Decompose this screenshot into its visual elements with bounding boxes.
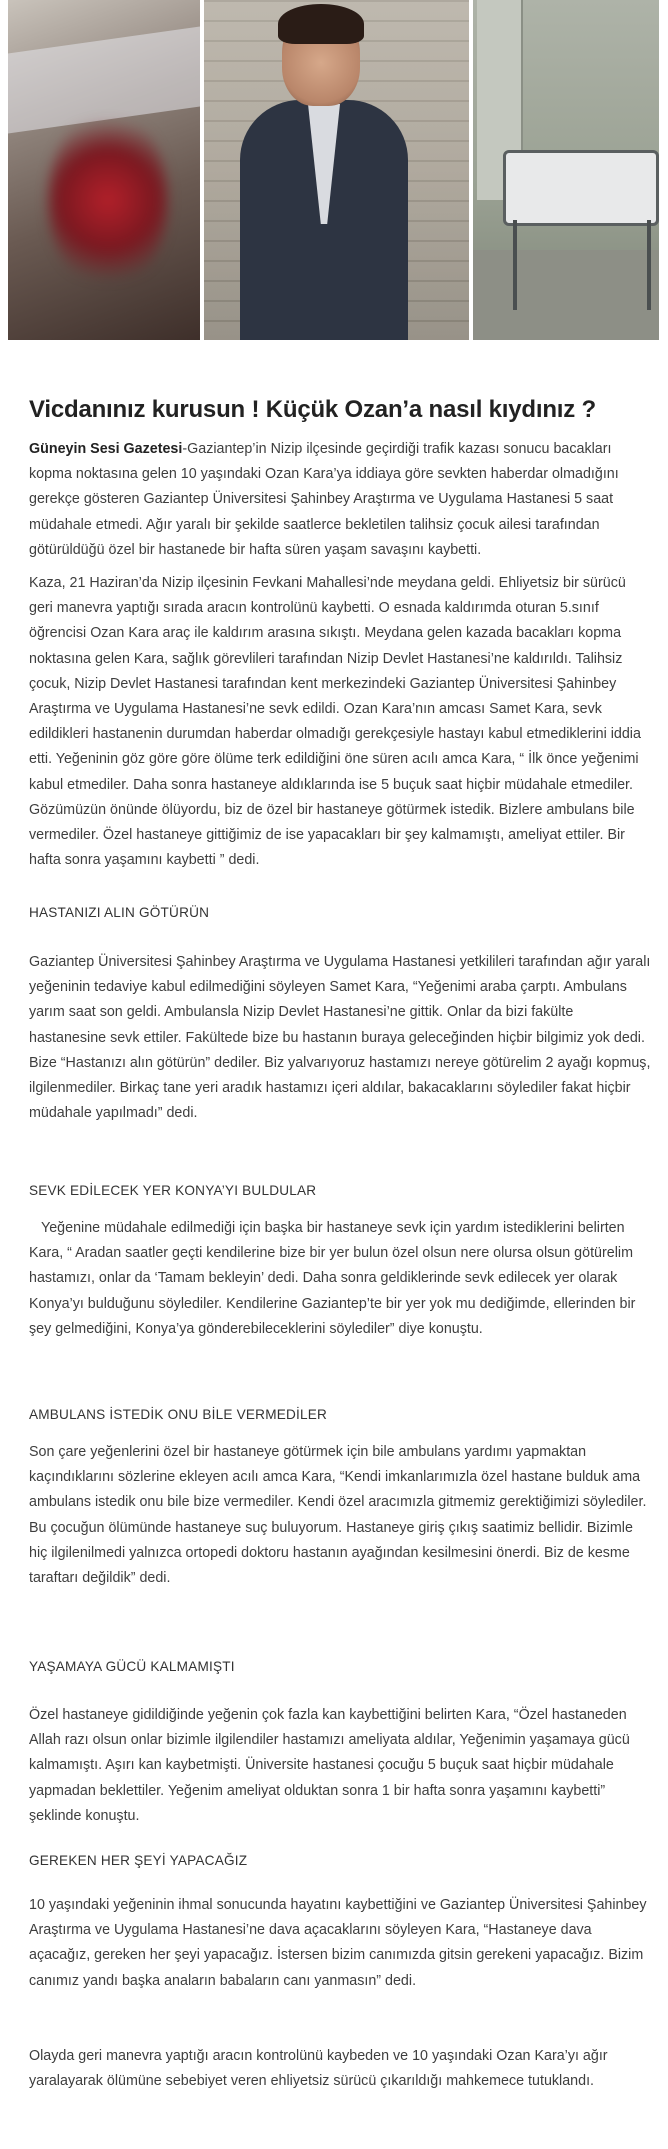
section-heading-4: YAŞAMAYA GÜCÜ KALMAMIŞTI <box>29 1659 235 1674</box>
boy-portrait-photo <box>204 0 469 340</box>
section-heading-1: HASTANIZI ALIN GÖTÜRÜN <box>29 905 210 920</box>
paragraph-3: Gaziantep Üniversitesi Şahinbey Araştırma ve Uygulama Hastanesi yetkilileri tarafından ağır yaralı yeğeninin tedaviye kabul edilmediğini söyleyen Samet Kara, “Yeğenimi araba çarptı. Ambulans yarım saat son geldi. Ambulansla Nizip Devlet Hastanesi’ne gittik. Onlar da bizi fakülte hastanesine sevk ettiler. Fakültede bize bu hastanın buraya geleceğinden hiçbir bilgimiz yok dedi. Bize “Hastanızı alın götürün” dediler. Biz yalvarıyoruz hastamızı nereye götürelim 2 ayağı kopmuş, ilgilenmediler. Birkaç tane yeri aradık hastamızı içeri aldılar, bakacaklarını söylediler fakat hiçbir müdahale yapılmadı” dedi. <box>29 954 651 1122</box>
source-name: Güneyin Sesi Gazetesi <box>29 441 183 457</box>
bed-legs-shape <box>513 220 651 310</box>
hospital-bed-photo <box>473 0 659 340</box>
section-heading-5: GEREKEN HER ŞEYİ YAPACAĞIZ <box>29 1853 248 1868</box>
injured-child-photo <box>8 0 200 340</box>
photo-collage <box>8 0 659 340</box>
paragraph-8: Olayda geri manevra yaptığı aracın kontrolünü kaybeden ve 10 yaşındaki Ozan Kara’yı ağır yaralayarak ölümüne sebebiyet veren ehliyetsiz sürücü çıkarıldığı mahkemece tutuklandı. <box>29 2048 608 2090</box>
blurred-area <box>48 110 168 290</box>
lead-paragraph <box>29 437 651 563</box>
paragraph-7: 10 yaşındaki yeğeninin ihmal sonucunda hayatını kaybettiğini ve Gaziantep Üniversitesi Şahinbey Araştırma ve Uygulama Hastanesi’ne dava açacaklarını söyleyen Kara, “Hastaneye dava açacağız, gereken her şeyi yapacağız. İstersen bizim canımızda gitsin gerekeni yapacağız. Bizim canımız yandı başka anaların babaların canı yanmasın” dedi. <box>29 1897 647 1989</box>
lead-text: -Gaziantep’in Nizip ilçesinde geçirdiği trafik kazası sonucu bacakları kopma noktasına gelen 10 yaşındaki Ozan Kara’ya iddiaya göre sevkten haberdar olmadığını gerekçe gösteren Gaziantep Üniversitesi Şahinbey Araştırma ve Uygulama Hastanesi 5 saat müdahale etmedi. Ağır yaralı bir şekilde saatlerce bekletilen talihsiz çocuk ailesi tarafından götürüldüğü özel bir hastanede bir hafta süren yaşam savaşını kaybetti. <box>29 441 619 558</box>
paragraph-2: Kaza, 21 Haziran’da Nizip ilçesinin Fevkani Mahallesi’nde meydana geldi. Ehliyetsiz bir sürücü geri manevra yaptığı sırada aracın kontrolünü kaybetti. O esnada kaldırımda oturan 5.sınıf öğrencisi Ozan Kara araç ile kaldırım arasına sıkıştı. Meydana gelen kazada bacakları kopma noktasına gelen Kara, sağlık görevlileri tarafından Nizip Devlet Hastanesi’ne kaldırıldı. Talihsiz çocuk, Nizip Devlet Hastanesi tarafından kent merkezindeki Gaziantep Üniversitesi Şahinbey Araştırma ve Uygulama Hastanesi’ne sevk edildi. Ozan Kara’nın amcası Samet Kara, sevk edildikleri hastanenin durumdan haberdar olmadığı gerekçesiyle hastayı kabul etmediklerini iddia etti. Yeğeninin göz göre göre ölüme terk edildiğini öne süren acılı amca Kara, “ İlk önce yeğenimi kabul etmediler. Daha sonra hastaneye aldıklarında ise 5 buçuk saat hiçbir müdahale etmediler. Gözümüzün önünde ölüyordu, biz de özel bir hastaneye götürmek istedik. Bizlere ambulans bile vermediler. Özel hastaneye gittiğimiz de ise yapacakları bir şey kalmamıştı, ameliyat ettiler. Bir hafta sonra yaşamını kaybetti ” dedi. <box>29 575 641 869</box>
hospital-bed-shape <box>503 150 659 226</box>
boy-hair-shape <box>278 4 364 44</box>
paragraph-6: Özel hastaneye gidildiğinde yeğenin çok fazla kan kaybettiğini belirten Kara, “Özel hastaneden Allah razı olsun onlar bizimle ilgilendiler hastamızı ameliyata aldılar, Yeğenimin yaşamaya gücü kalmamıştı. Aşırı kan kaybetmişti. Üniversite hastanesi çocuğu 5 buçuk saat hiçbir müdahale yapmadan beklettiler. Yeğenim ameliyat olduktan sonra 1 bir hafta sonra yaşamını kaybetti” şeklinde konuştu. <box>29 1707 630 1824</box>
article-title: Vicdanınız kurusun ! Küçük Ozan’a nasıl kıydınız ? <box>29 396 597 423</box>
section-heading-2: SEVK EDİLECEK YER KONYA’YI BULDULAR <box>29 1183 317 1198</box>
section-heading-3: AMBULANS İSTEDİK ONU BİLE VERMEDİLER <box>29 1407 328 1422</box>
paragraph-4: Yeğenine müdahale edilmediği için başka bir hastaneye sevk için yardım istediklerini belirten Kara, “ Aradan saatler geçti kendilerine bize bir yer bulun özel olsun nere olursa olsun götürelim hastamızı, onlar da ‘Tamam bekleyin’ dedi. Daha sonra geldiklerinde sevk edilecek yer olarak Konya’yı bulduğunu söylediler. Kendilerine Gaziantep’te bir yer yok mu dediğimde, ellerinden bir şey gelmediğini, Konya’ya gönderebileceklerini söylediler” diye konuştu. <box>29 1220 636 1337</box>
paragraph-5: Son çare yeğenlerini özel bir hastaneye götürmek için bile ambulans yardımı yapmaktan kaçındıklarını sözlerine ekleyen acılı amca Kara, “Kendi imkanlarımızla özel hastane bulduk ama ambulans istedik onu bile bize vermediler. Kendi özel aracımızla gitmemiz gerektiğimizi söylediler. Bu çocuğun ölümünde hastaneye suç buluyorum. Hastaneye giriş çıkış saatimiz bellidir. Bizimle hiç ilgilenilmedi yalnızca ortopedi doktoru hastanın ayağından kesilmesini önerdi. Biz de kesme taraftarı değildik” dedi. <box>29 1444 647 1587</box>
